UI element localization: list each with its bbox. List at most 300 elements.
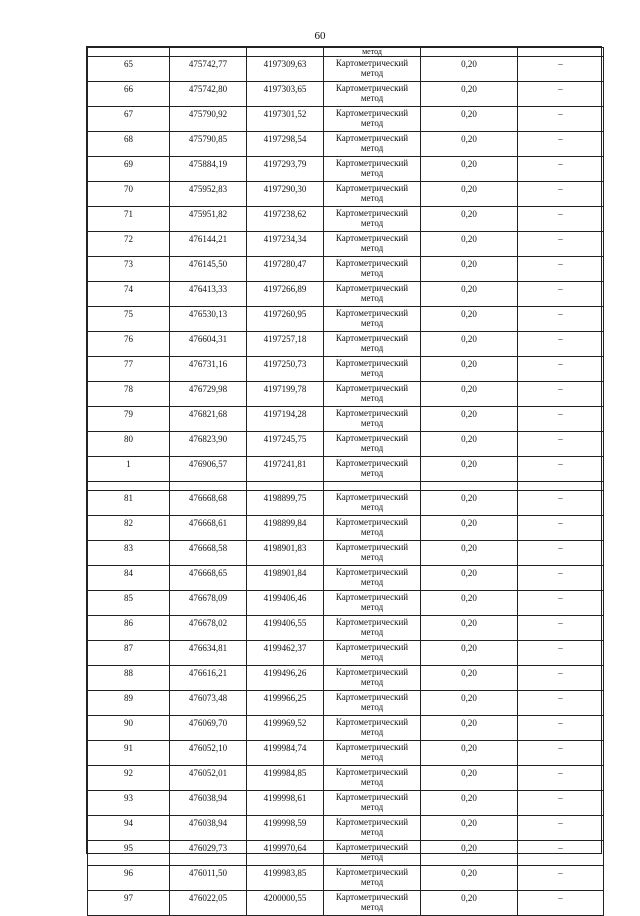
coord-x: 476604,31 [170,332,247,357]
coord-x: 476729,98 [170,382,247,407]
accuracy-value: 0,20 [421,407,518,432]
method-cell [324,82,421,107]
coord-y: 4199969,52 [247,716,324,741]
method-cell [324,232,421,257]
accuracy-value: 0,20 [421,82,518,107]
coord-y: 4199406,55 [247,616,324,641]
note-dash: – [518,516,604,541]
method-line-1: Картометрический [335,208,409,218]
table-row [88,182,604,207]
carry-over-method: метод [324,48,421,57]
method-line-1: Картометрический [335,133,409,143]
method-cell [324,891,421,916]
coord-x: 476668,68 [170,491,247,516]
method-line-2: метод [360,193,384,203]
coord-y: 4198901,84 [247,566,324,591]
method-line-2: метод [360,268,384,278]
method-line-1: Картометрический [335,458,409,468]
note-dash: – [518,107,604,132]
method-line-2: метод [360,652,384,662]
method-line-2: метод [360,368,384,378]
table-row [88,57,604,82]
coord-x: 475884,19 [170,157,247,182]
note-dash: – [518,541,604,566]
coord-x: 476011,50 [170,866,247,891]
coord-y: 4197194,28 [247,407,324,432]
method-line-2: метод [360,318,384,328]
coordinates-table-frame [86,46,602,912]
note-dash: – [518,432,604,457]
method-line-1: Картометрический [335,667,409,677]
coord-y: 4197280,47 [247,257,324,282]
point-number: 73 [88,257,170,282]
accuracy-value: 0,20 [421,891,518,916]
method-line-1: Картометрический [335,408,409,418]
method-cell [324,716,421,741]
method-cell [324,641,421,666]
table-row [88,157,604,182]
note-dash: – [518,716,604,741]
method-line-2: метод [360,727,384,737]
table-row [88,741,604,766]
method-cell [324,332,421,357]
method-line-2: метод [360,627,384,637]
table-row [88,866,604,891]
accuracy-value: 0,20 [421,616,518,641]
coord-x: 476668,61 [170,516,247,541]
method-line-2: метод [360,118,384,128]
point-number: 89 [88,691,170,716]
table-row [88,407,604,432]
point-number: 87 [88,641,170,666]
accuracy-value: 0,20 [421,207,518,232]
table-row [88,257,604,282]
note-dash: – [518,382,604,407]
method-line-2: метод [360,677,384,687]
method-line-1: Картометрический [335,183,409,193]
method-line-1: Картометрический [335,842,409,852]
method-line-1: Картометрический [335,542,409,552]
accuracy-value: 0,20 [421,766,518,791]
coord-x: 476634,81 [170,641,247,666]
method-line-1: Картометрический [335,108,409,118]
coord-x: 476145,50 [170,257,247,282]
method-cell [324,591,421,616]
point-number: 92 [88,766,170,791]
coord-x: 476052,01 [170,766,247,791]
table-row [88,132,604,157]
table-row [88,541,604,566]
method-cell [324,107,421,132]
table-row [88,432,604,457]
accuracy-value: 0,20 [421,457,518,482]
note-dash: – [518,841,604,866]
method-line-1: Картометрический [335,792,409,802]
table-row [88,766,604,791]
point-number: 91 [88,741,170,766]
table-row [88,566,604,591]
point-number: 74 [88,282,170,307]
accuracy-value: 0,20 [421,841,518,866]
method-line-1: Картометрический [335,333,409,343]
coord-x: 476616,21 [170,666,247,691]
coordinates-table [87,47,604,916]
table-row [88,457,604,482]
coord-y: 4197290,30 [247,182,324,207]
method-cell [324,491,421,516]
point-number: 88 [88,666,170,691]
note-dash: – [518,182,604,207]
method-cell [324,407,421,432]
method-line-2: метод [360,827,384,837]
point-number: 97 [88,891,170,916]
point-number: 68 [88,132,170,157]
point-number: 94 [88,816,170,841]
point-number: 85 [88,591,170,616]
method-cell [324,741,421,766]
table-row [88,307,604,332]
point-number: 90 [88,716,170,741]
method-line-2: метод [360,143,384,153]
method-line-2: метод [360,418,384,428]
coord-y: 4197241,81 [247,457,324,482]
note-dash: – [518,741,604,766]
coord-x: 476668,65 [170,566,247,591]
point-number: 81 [88,491,170,516]
table-row [88,516,604,541]
point-number: 71 [88,207,170,232]
method-cell [324,257,421,282]
table-row [88,666,604,691]
method-line-2: метод [360,777,384,787]
note-dash: – [518,207,604,232]
coord-y: 4197303,65 [247,82,324,107]
coord-x: 476821,68 [170,407,247,432]
method-line-1: Картометрический [335,867,409,877]
method-line-2: метод [360,577,384,587]
note-dash: – [518,157,604,182]
method-cell [324,207,421,232]
method-cell [324,666,421,691]
method-line-2: метод [360,168,384,178]
coord-y: 4198899,84 [247,516,324,541]
note-dash: – [518,307,604,332]
method-cell [324,457,421,482]
coord-x: 476906,57 [170,457,247,482]
method-cell [324,282,421,307]
carry-over-row [88,48,604,57]
method-cell [324,57,421,82]
method-line-2: метод [360,68,384,78]
method-line-2: метод [360,393,384,403]
coord-x: 476144,21 [170,232,247,257]
method-line-2: метод [360,443,384,453]
point-number: 95 [88,841,170,866]
method-line-2: метод [360,602,384,612]
point-number: 78 [88,382,170,407]
note-dash: – [518,357,604,382]
separator-row [88,482,604,491]
table-row [88,891,604,916]
note-dash: – [518,82,604,107]
note-dash: – [518,232,604,257]
method-line-1: Картометрический [335,642,409,652]
coord-x: 476530,13 [170,307,247,332]
table-row [88,641,604,666]
method-line-2: метод [360,343,384,353]
note-dash: – [518,616,604,641]
accuracy-value: 0,20 [421,541,518,566]
method-line-2: метод [360,877,384,887]
point-number: 96 [88,866,170,891]
coord-x: 476029,73 [170,841,247,866]
method-line-1: Картометрический [335,617,409,627]
method-cell [324,132,421,157]
accuracy-value: 0,20 [421,357,518,382]
point-number: 66 [88,82,170,107]
method-line-2: метод [360,752,384,762]
coord-x: 475790,92 [170,107,247,132]
method-line-1: Картометрический [335,767,409,777]
coord-y: 4199998,61 [247,791,324,816]
coord-x: 475952,83 [170,182,247,207]
point-number: 82 [88,516,170,541]
point-number: 76 [88,332,170,357]
method-cell [324,841,421,866]
method-line-1: Картометрический [335,517,409,527]
table-row [88,791,604,816]
coord-x: 476022,05 [170,891,247,916]
accuracy-value: 0,20 [421,132,518,157]
coord-x: 476678,02 [170,616,247,641]
coord-y: 4197298,54 [247,132,324,157]
coord-y: 4197245,75 [247,432,324,457]
accuracy-value: 0,20 [421,432,518,457]
coord-y: 4197301,52 [247,107,324,132]
method-cell [324,566,421,591]
method-cell [324,541,421,566]
coord-y: 4200000,55 [247,891,324,916]
note-dash: – [518,891,604,916]
method-line-2: метод [360,552,384,562]
accuracy-value: 0,20 [421,566,518,591]
note-dash: – [518,257,604,282]
method-line-2: метод [360,852,384,862]
coord-y: 4199496,26 [247,666,324,691]
method-line-1: Картометрический [335,258,409,268]
note-dash: – [518,816,604,841]
coord-y: 4197260,95 [247,307,324,332]
coord-x: 476731,16 [170,357,247,382]
table-row [88,491,604,516]
method-line-1: Картометрический [335,742,409,752]
coord-y: 4197257,18 [247,332,324,357]
method-line-1: Картометрический [335,158,409,168]
method-cell [324,766,421,791]
accuracy-value: 0,20 [421,741,518,766]
method-cell [324,866,421,891]
method-line-2: метод [360,702,384,712]
coord-x: 475742,77 [170,57,247,82]
note-dash: – [518,282,604,307]
method-line-1: Картометрический [335,717,409,727]
coord-y: 4199406,46 [247,591,324,616]
note-dash: – [518,866,604,891]
method-line-1: Картометрический [335,892,409,902]
accuracy-value: 0,20 [421,282,518,307]
coord-x: 476823,90 [170,432,247,457]
coord-x: 476069,70 [170,716,247,741]
point-number: 69 [88,157,170,182]
accuracy-value: 0,20 [421,232,518,257]
point-number: 93 [88,791,170,816]
table-row [88,282,604,307]
coord-y: 4199970,64 [247,841,324,866]
coord-y: 4199983,85 [247,866,324,891]
table-row [88,82,604,107]
method-line-1: Картометрический [335,58,409,68]
coord-y: 4197238,62 [247,207,324,232]
point-number: 75 [88,307,170,332]
method-cell [324,791,421,816]
coord-y: 4197309,63 [247,57,324,82]
coord-y: 4199984,74 [247,741,324,766]
method-cell [324,357,421,382]
method-line-2: метод [360,468,384,478]
coord-y: 4198901,83 [247,541,324,566]
method-cell [324,307,421,332]
accuracy-value: 0,20 [421,382,518,407]
method-line-2: метод [360,93,384,103]
method-cell [324,157,421,182]
method-line-2: метод [360,243,384,253]
accuracy-value: 0,20 [421,491,518,516]
method-line-1: Картометрический [335,308,409,318]
coord-x: 476413,33 [170,282,247,307]
note-dash: – [518,332,604,357]
point-number: 79 [88,407,170,432]
method-line-1: Картометрический [335,592,409,602]
note-dash: – [518,791,604,816]
accuracy-value: 0,20 [421,866,518,891]
method-line-2: метод [360,293,384,303]
note-dash: – [518,132,604,157]
coord-x: 476678,09 [170,591,247,616]
note-dash: – [518,491,604,516]
method-line-1: Картометрический [335,817,409,827]
note-dash: – [518,691,604,716]
accuracy-value: 0,20 [421,791,518,816]
coord-y: 4198899,75 [247,491,324,516]
method-line-2: метод [360,902,384,912]
coord-y: 4199462,37 [247,641,324,666]
table-row [88,232,604,257]
method-cell [324,816,421,841]
coord-x: 476038,94 [170,791,247,816]
method-line-1: Картометрический [335,433,409,443]
point-number: 84 [88,566,170,591]
method-line-2: метод [360,802,384,812]
accuracy-value: 0,20 [421,641,518,666]
coord-x: 476038,94 [170,816,247,841]
point-number: 72 [88,232,170,257]
page-number: 60 [314,30,326,42]
table-row [88,382,604,407]
point-number: 70 [88,182,170,207]
method-cell [324,432,421,457]
accuracy-value: 0,20 [421,332,518,357]
accuracy-value: 0,20 [421,257,518,282]
table-row [88,816,604,841]
method-line-1: Картометрический [335,383,409,393]
table-row [88,716,604,741]
method-line-2: метод [360,502,384,512]
coord-x: 476668,58 [170,541,247,566]
coord-x: 476073,48 [170,691,247,716]
point-number: 80 [88,432,170,457]
note-dash: – [518,407,604,432]
method-cell [324,516,421,541]
note-dash: – [518,57,604,82]
table-row [88,207,604,232]
accuracy-value: 0,20 [421,516,518,541]
note-dash: – [518,766,604,791]
table-row [88,591,604,616]
point-number: 77 [88,357,170,382]
note-dash: – [518,666,604,691]
method-line-2: метод [360,218,384,228]
table-row [88,841,604,866]
method-cell [324,691,421,716]
accuracy-value: 0,20 [421,57,518,82]
note-dash: – [518,641,604,666]
accuracy-value: 0,20 [421,182,518,207]
coord-y: 4197266,89 [247,282,324,307]
table-row [88,332,604,357]
method-cell [324,382,421,407]
coord-x: 475790,85 [170,132,247,157]
point-number: 86 [88,616,170,641]
coord-y: 4197199,78 [247,382,324,407]
coord-y: 4197293,79 [247,157,324,182]
method-line-1: Картометрический [335,83,409,93]
point-number: 1 [88,457,170,482]
note-dash: – [518,457,604,482]
note-dash: – [518,591,604,616]
table-row [88,357,604,382]
coord-y: 4197234,34 [247,232,324,257]
method-cell [324,616,421,641]
accuracy-value: 0,20 [421,691,518,716]
method-line-1: Картометрический [335,283,409,293]
coord-y: 4199984,85 [247,766,324,791]
method-line-1: Картометрический [335,692,409,702]
method-cell [324,182,421,207]
table-row [88,616,604,641]
point-number: 65 [88,57,170,82]
accuracy-value: 0,20 [421,591,518,616]
note-dash: – [518,566,604,591]
method-line-1: Картометрический [335,492,409,502]
method-line-1: Картометрический [335,358,409,368]
accuracy-value: 0,20 [421,157,518,182]
coord-x: 475742,80 [170,82,247,107]
point-number: 67 [88,107,170,132]
accuracy-value: 0,20 [421,666,518,691]
accuracy-value: 0,20 [421,307,518,332]
accuracy-value: 0,20 [421,107,518,132]
coord-y: 4199998,59 [247,816,324,841]
